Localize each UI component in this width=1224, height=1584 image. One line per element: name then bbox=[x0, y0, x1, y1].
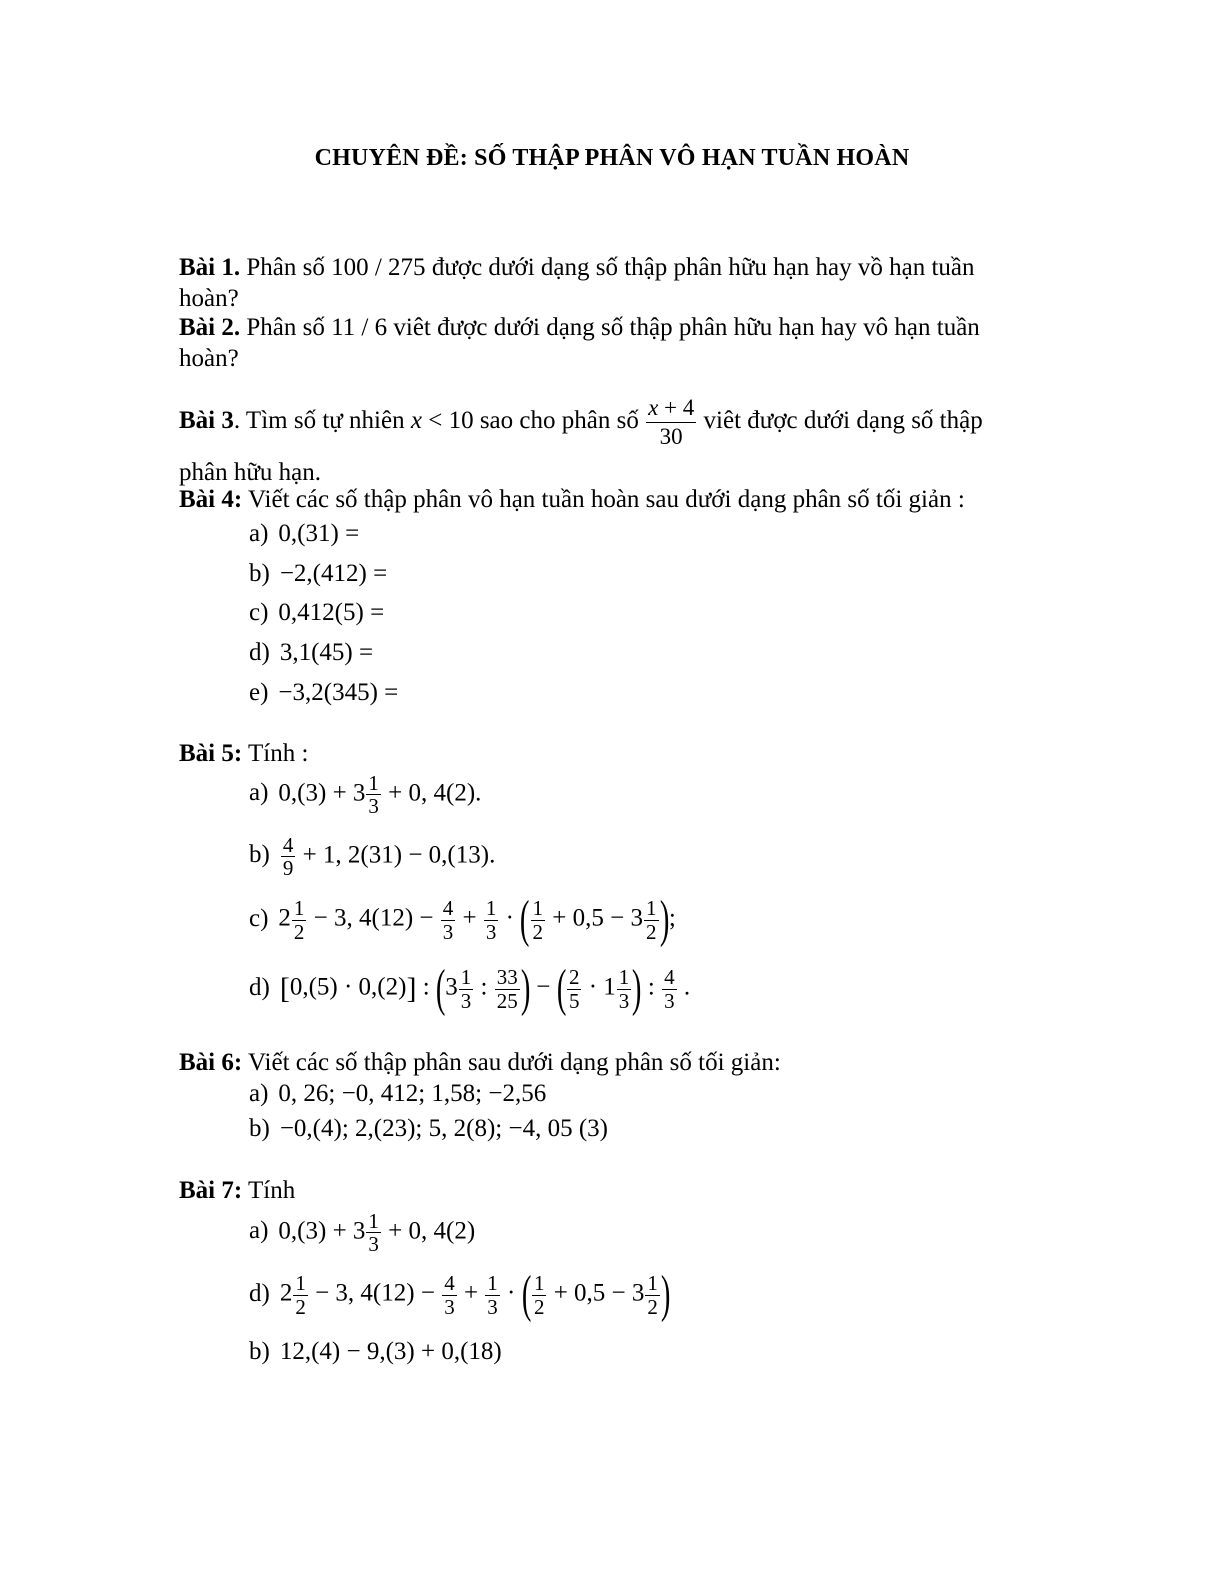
exercise-3-fraction: $\frac{x + 4}{30}$ bbox=[648, 395, 695, 449]
exercise-5-label: Bài 5: bbox=[179, 740, 243, 767]
exercise-1-fraction: 100 / 275 bbox=[331, 254, 426, 281]
exercise-3-condition: x < 10 bbox=[410, 406, 474, 434]
exercise-1-text: Phân số bbox=[240, 254, 332, 281]
exercise-7-item-a: a) 0,(3) + 3 $\frac{1}{3}$ + 0, 4(2) bbox=[249, 1209, 476, 1257]
exercise-6-text: Viết các số thập phân sau dưới dạng phân số tối giản: bbox=[242, 1049, 781, 1076]
exercise-5-text: Tính : bbox=[242, 740, 309, 767]
exercise-6-item-b: b) −0,(4); 2,(23); 5, 2(8); −4, 05 (3) bbox=[249, 1115, 608, 1142]
exercise-7-label: Bài 7: bbox=[179, 1177, 243, 1204]
exercise-4-item-e: e) −3,2(345) = bbox=[249, 679, 399, 706]
exercise-3-text-2: sao cho phân số bbox=[473, 406, 646, 434]
exercise-5-item-b: b) $\frac{4}{9}$ + 1, 2(31) − 0,(13). bbox=[249, 833, 496, 881]
exercise-2-text-2: viêt được dưới dạng số thập phân hữu hạn hay vô hạn tuần hoàn? bbox=[179, 314, 980, 373]
exercise-3 bbox=[179, 394, 1029, 496]
exercise-3-text: . Tìm số tự nhiên bbox=[233, 406, 411, 434]
exercise-6 bbox=[179, 1047, 1029, 1078]
exercise-4 bbox=[179, 484, 1029, 515]
exercise-4-item-b: b) −2,(412) = bbox=[249, 560, 388, 587]
page-title: CHUYÊN ĐỀ: SỐ THẬP PHÂN VÔ HẠN TUẦN HOÀN bbox=[314, 145, 910, 171]
exercise-4-item-a: a) 0,(31) = bbox=[249, 520, 360, 547]
exercise-5-item-c: c) 2 $\frac{1}{2}$ − 3, 4(12) − $\frac{4}{3}$ + $\frac{1}{3}$ · ( $\frac{1}{2}$ + 0,5 − 3 $\frac{1}{2}$ ); bbox=[249, 891, 676, 948]
exercise-4-item-c: c) 0,412(5) = bbox=[249, 599, 385, 626]
exercise-7-text: Tính bbox=[242, 1177, 296, 1204]
exercise-4-text: Viết các số thập phân vô hạn tuần hoàn sau dưới dạng phân số tối giản : bbox=[242, 486, 965, 513]
exercise-4-label: Bài 4: bbox=[179, 486, 243, 513]
exercise-7-item-b: b) 12,(4) − 9,(3) + 0,(18) bbox=[249, 1338, 502, 1365]
exercise-2-fraction: 11 / 6 bbox=[331, 314, 388, 341]
exercise-2-text: Phân số bbox=[240, 314, 332, 341]
exercise-4-item-d: d) 3,1(45) = bbox=[249, 639, 374, 666]
exercise-5-item-d: d) [0,(5) · 0,(2)] : (3 $\frac{1}{3}$ : $\frac{33}{25}$ ) − ( $\frac{2}{5}$ · 1 $\frac{1}{3}$ ) : $\frac{4}{3}$ . bbox=[249, 960, 691, 1017]
exercise-2-label: Bài 2. bbox=[179, 314, 241, 341]
exercise-6-item-a: a) 0, 26; −0, 412; 1,58; −2,56 bbox=[249, 1080, 547, 1107]
exercise-7-item-d: d) 2 $\frac{1}{2}$ − 3, 4(12) − $\frac{4}{3}$ + $\frac{1}{3}$ · ( $\frac{1}{2}$ + 0,5 − 3 $\frac{1}{2}$ ) bbox=[249, 1266, 671, 1323]
exercise-1-label: Bài 1. bbox=[179, 254, 241, 281]
exercise-6-label: Bài 6: bbox=[179, 1049, 243, 1076]
exercise-2 bbox=[179, 312, 1029, 375]
exercise-1 bbox=[179, 252, 1029, 315]
exercise-5 bbox=[179, 738, 1029, 769]
exercise-5-item-a: a) 0,(3) + 3 $\frac{1}{3}$ + 0, 4(2). bbox=[249, 771, 482, 819]
exercise-3-label: Bài 3 bbox=[179, 406, 234, 434]
exercise-7 bbox=[179, 1175, 1029, 1206]
exercise-3-text-3: viêt được dưới dạng số thập phân hữu hạn. bbox=[179, 406, 983, 487]
exercise-1-text-2: được dưới dạng số thập phân hữu hạn hay vồ hạn tuần hoàn? bbox=[179, 254, 975, 313]
